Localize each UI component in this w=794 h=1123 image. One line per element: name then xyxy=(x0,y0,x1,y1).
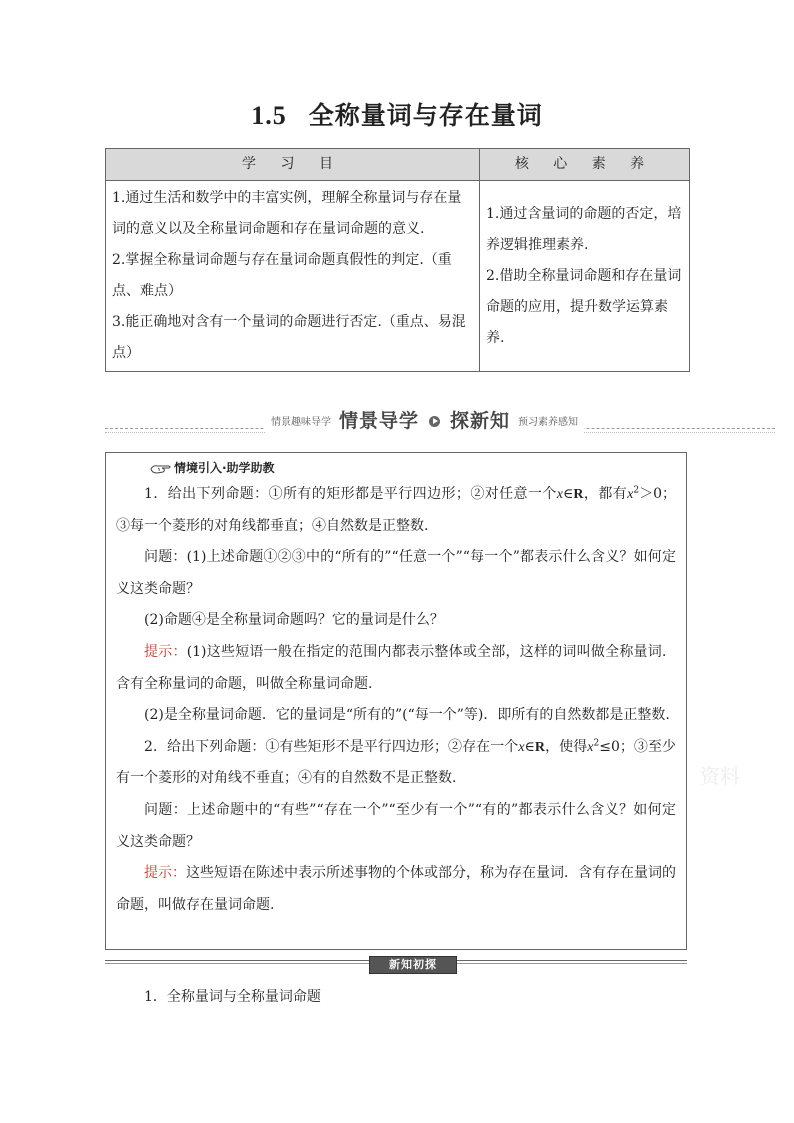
hint-label: 提示： xyxy=(144,643,187,660)
banner-title-right: 探新知 xyxy=(450,410,511,432)
literacy-item: 2.借助全称量词命题和存在量词命题的应用，提升数学运算素养. xyxy=(486,267,682,346)
question-1: 1．给出下列命题：①所有的矩形都是平行四边形；②对任意一个x∈R，都有$x^2>0$；③每一个菱形的对角线都垂直；④自然数是正整数. xyxy=(116,485,677,534)
objectives-right-cell xyxy=(480,181,690,372)
hint-label: 提示： xyxy=(144,865,186,882)
question-1-prompt-2: (2)命题④是全称量词命题吗？它的量词是什么？ xyxy=(144,612,444,629)
question-2: 2．给出下列命题：①有些矩形不是平行四边形；②存在一个x∈R，使得$x^2\le 0$；③至少有一个菱形的对角线不垂直；④有的自然数不是正整数. xyxy=(116,738,677,787)
section-heading: 1．全称量词与全称量词命题 xyxy=(144,989,321,1005)
hint-2: 提示：这些短语在陈述中表示所述事物的个体或部分，称为存在量词．含有存在量词的命题，叫做存在量词命题. xyxy=(116,865,676,913)
intro-header xyxy=(150,457,676,479)
banner-title-left: 情景导学 xyxy=(339,410,420,432)
title-text: 全称量词与存在量词 xyxy=(308,101,543,130)
hint-1-part-2: (2)是全称量词命题．它的量词是“所有的”(“每一个”等)．即所有的自然数都是正整数. xyxy=(144,707,670,724)
section-number: 1.5 xyxy=(251,101,287,130)
banner-right-caption: 预习素养感知 xyxy=(518,417,579,428)
banner-left-caption: 情景趣味导学 xyxy=(271,417,331,428)
page-title xyxy=(0,96,794,132)
new-knowledge-tag: 新知初探 xyxy=(369,956,457,974)
hint-1: 提示：(1)这些短语一般在指定的范围内都表示整体或全部，这样的词叫做全称量词．含有全称量词的命题，叫做全称量词命题. xyxy=(116,643,676,692)
question-1-prompt: 问题：(1)上述命题①②③中的“所有的”“任意一个”“每一个”都表示什么含义？如何定义这类命题？ xyxy=(116,549,676,597)
sub-banner xyxy=(105,958,687,972)
section-banner xyxy=(105,406,775,436)
objectives-table xyxy=(105,148,690,372)
objectives-header-left: 学 习 目 xyxy=(106,149,480,181)
objectives-left-cell xyxy=(106,181,480,372)
question-2-prompt: 问题：上述命题中的“有些”“存在一个”“至少有一个”“有的”都表示什么含义？如何定义这类命题？ xyxy=(116,801,676,850)
watermark: 资料 xyxy=(700,764,740,788)
intro-box xyxy=(105,452,687,950)
objective-item: 1.通过生活和数学中的丰富实例，理解全称量词与存在量词的意义以及全称量词命题和存在量词命题的意义. xyxy=(112,190,462,237)
play-arrow-icon xyxy=(429,416,440,427)
objectives-header-right: 核 心 素 养 xyxy=(480,149,690,181)
objective-item: 2.掌握全称量词命题与存在量词命题真假性的判定.（重点、难点） xyxy=(112,252,452,299)
intro-label: 情境引入·助学助教 xyxy=(174,461,275,475)
objective-item: 3.能正确地对含有一个量词的命题进行否定.（重点、易混点） xyxy=(112,314,466,361)
pointing-hand-icon xyxy=(150,462,172,475)
literacy-item: 1.通过含量词的命题的否定，培养逻辑推理素养. xyxy=(486,205,682,253)
